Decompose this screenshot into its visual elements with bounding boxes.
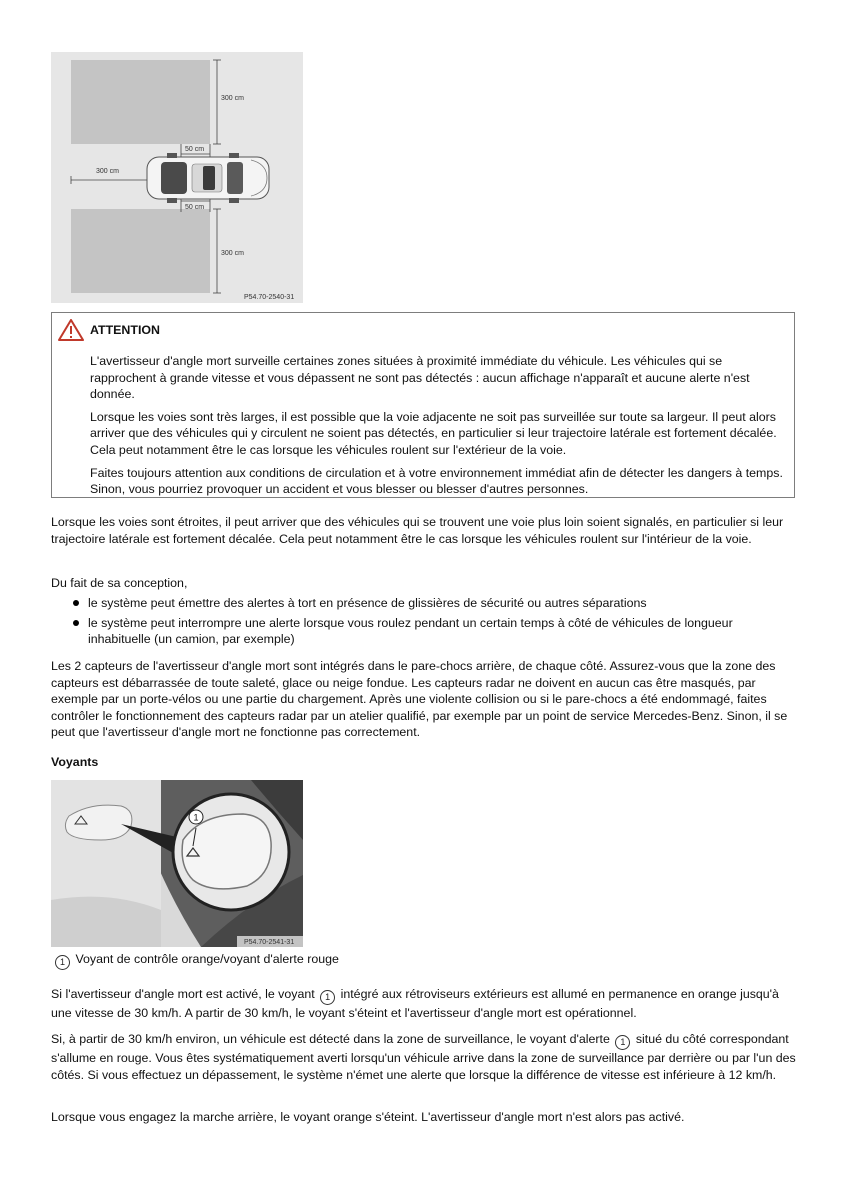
callout-1-icon: 1 <box>615 1035 630 1050</box>
paragraph-detection: Si, à partir de 30 km/h environ, un véhicule est détecté dans la zone de surveillance, le voyant d'alerte 1 situé du côté correspondant s'allume en rouge. Vous êtes systématiquement averti lorsqu'un véhicule arrive dans la zone de surveillance par derrière ou par l'un des côtés. Si vous effectuez un dépassement, le système n'émet une alerte que lorsque la différence de vitesse est inférieure à 12 km/h. <box>51 1032 796 1082</box>
figure-caption <box>53 951 793 970</box>
mirror-indicator-figure <box>51 780 303 947</box>
callout-1-icon: 1 <box>320 990 335 1005</box>
section-heading: Voyants <box>51 755 99 769</box>
list-item: le système peut interrompre une alerte lorsque vous roulez pendant un certain temps à côté de véhicules de longueur inhabituelle (un camion, par exemple) <box>70 615 790 648</box>
dim-300-bottom-label: 300 cm <box>221 250 244 257</box>
callout-number: 1 <box>193 812 199 823</box>
attention-paragraph: Faites toujours attention aux conditions de circulation et à votre environnement immédiat afin de détecter les dangers à temps. Sinon, vous pourriez provoquer un accident et vous blesser ou blesser d'autres personnes. <box>90 465 783 497</box>
bullet-icon <box>73 620 79 626</box>
mirror-indicator-illustration <box>51 780 303 947</box>
paragraph-reverse: Lorsque vous engagez la marche arrière, le voyant orange s'éteint. L'avertisseur d'angle mort n'est alors pas activé. <box>51 1110 685 1124</box>
attention-paragraph: Lorsque les voies sont très larges, il est possible que la voie adjacente ne soit pas surveillée sur toute sa largeur. Il peut alors arriver que des véhicules qui y circulent ne soient pas détectés, en particulier si leur trajectoire latérale est fortement décalée. Cela peut notamment être le cas lorsque les véhicules roulent sur l'extérieur de la voie. <box>90 409 777 457</box>
attention-box <box>51 312 795 498</box>
blind-spot-zones-figure <box>51 52 303 303</box>
car-top-view <box>147 153 269 203</box>
zone-left-lane <box>71 60 210 144</box>
zone-right-lane <box>71 209 210 293</box>
caption-text: Voyant de contrôle orange/voyant d'alerte rouge <box>75 952 339 966</box>
bullet-icon <box>73 600 79 606</box>
dim-50-top-label: 50 cm <box>185 146 205 153</box>
blind-spot-zones-diagram <box>51 52 303 303</box>
attention-title: ATTENTION <box>90 323 160 337</box>
paragraph-sensors: Les 2 capteurs de l'avertisseur d'angle mort sont intégrés dans le pare-chocs arrière, de chaque côté. Assurez-vous que la zone des capteurs est débarrassée de toute saleté, glace ou neige fondue. Les capteurs radar ne doivent en aucun cas être masqués, par exemple par un porte-vélos ou une partie du chargement. Après une violente collision ou si le pare-chocs a été endommagé, faites contrôler le fonctionnement des capteurs radar par un atelier qualifié, par exemple par un point de service Mercedes-Benz. Sinon, il se peut que l'avertisseur d'angle mort ne fonctionne pas correctement. <box>51 659 788 740</box>
dim-300-top-label: 300 cm <box>221 95 244 102</box>
dim-300-left-label: 300 cm <box>96 168 119 175</box>
paragraph-narrow-lanes: Lorsque les voies sont étroites, il peut arriver que des véhicules qui se trouvent une voie plus loin soient signalés, en particulier si leur trajectoire latérale est fortement décalée. Cela peut notamment être le cas lorsque les véhicules roulent sur l'intérieur de la voie. <box>51 515 784 546</box>
paragraph-design: Du fait de sa conception, <box>51 576 188 590</box>
dim-50-bottom-label: 50 cm <box>185 204 205 211</box>
warning-triangle-icon <box>58 319 84 341</box>
attention-body <box>90 353 790 504</box>
figure-reference: P54.70-2541-31 <box>244 939 295 946</box>
figure-reference: P54.70-2540-31 <box>244 294 295 301</box>
list-item: le système peut émettre des alertes à tort en présence de glissières de sécurité ou autres séparations <box>70 595 790 612</box>
paragraph-activated: Si l'avertisseur d'angle mort est activé, le voyant 1 intégré aux rétroviseurs extérieurs est allumé en permanence en orange jusqu'à une vitesse de 30 km/h. A partir de 30 km/h, le voyant s'éteint et l'avertisseur d'angle mort est opérationnel. <box>51 987 779 1020</box>
callout-1-icon: 1 <box>55 955 70 970</box>
attention-paragraph: L'avertisseur d'angle mort surveille certaines zones situées à proximité immédiate du véhicule. Les véhicules qui se rapprochent à grande vitesse et vous dépassent ne sont pas détectés : aucun affichage n'apparaît et aucune alerte n'est donnée. <box>90 354 750 402</box>
limitations-list <box>70 595 790 648</box>
